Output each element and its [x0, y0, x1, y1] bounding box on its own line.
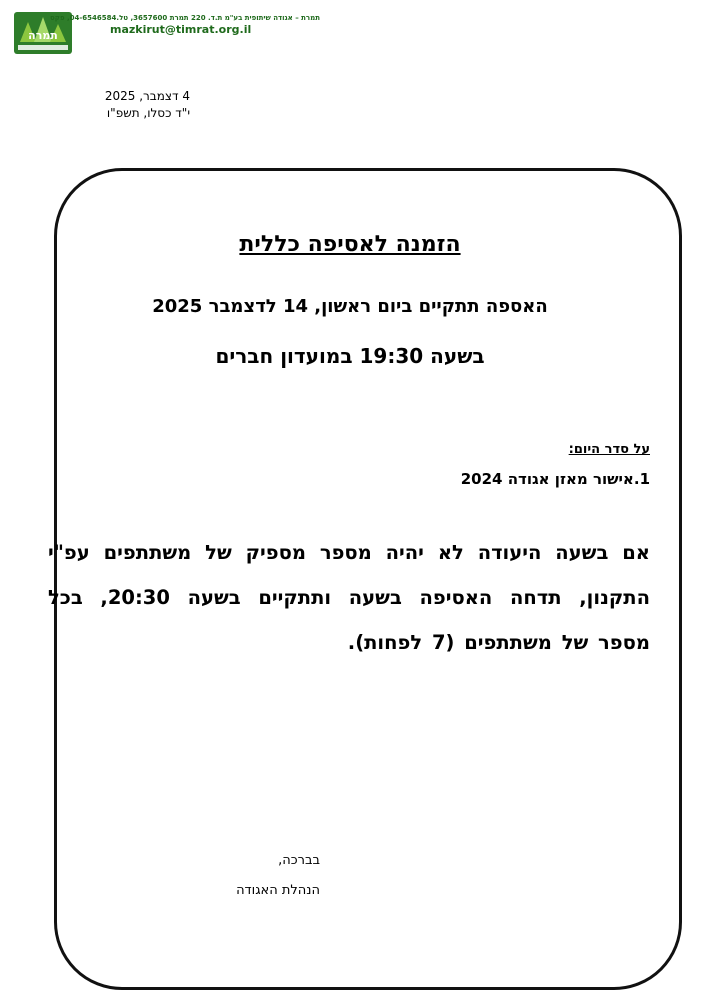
org-contact-line: תמרת – אגודה שיתופית בע"מ ת.ד. 220 תמרת 3657600, טל.04-6546584, פקס: [50, 14, 320, 22]
logo-text: תמרה: [28, 29, 58, 42]
quorum-notice: אם בשעה היעודה לא יהיה מספר מספיק של משתתפים עפ"י התקנון, תדחה האסיפה בשעה ותתקיים בשעה 20:30, בכל מספר של משתתפים (7 לפחות).: [48, 541, 650, 654]
closing-greeting: בברכה,: [278, 853, 320, 868]
hebrew-date: י"ד כסלו, תשפ"ו: [106, 105, 190, 120]
agenda-item: 1.אישור מאזן אגודה 2024: [460, 470, 650, 488]
agenda-heading: על סדר היום:: [568, 442, 650, 457]
closing-signature: הנהלת האגודה: [236, 883, 320, 898]
date-block: [40, 88, 190, 122]
letterhead: [50, 14, 320, 38]
meeting-date-line: האספה תתקיים ביום ראשון, 14 לדצמבר 2025: [152, 296, 548, 317]
org-email: mazkirut@timrat.org.il: [110, 23, 252, 37]
closing-block: [150, 846, 320, 906]
meeting-time-line: בשעה 19:30 במועדון חברים: [215, 344, 485, 368]
invitation-title: הזמנה לאסיפה כללית: [239, 232, 461, 257]
gregorian-date: 4 דצמבר, 2025: [104, 89, 190, 103]
